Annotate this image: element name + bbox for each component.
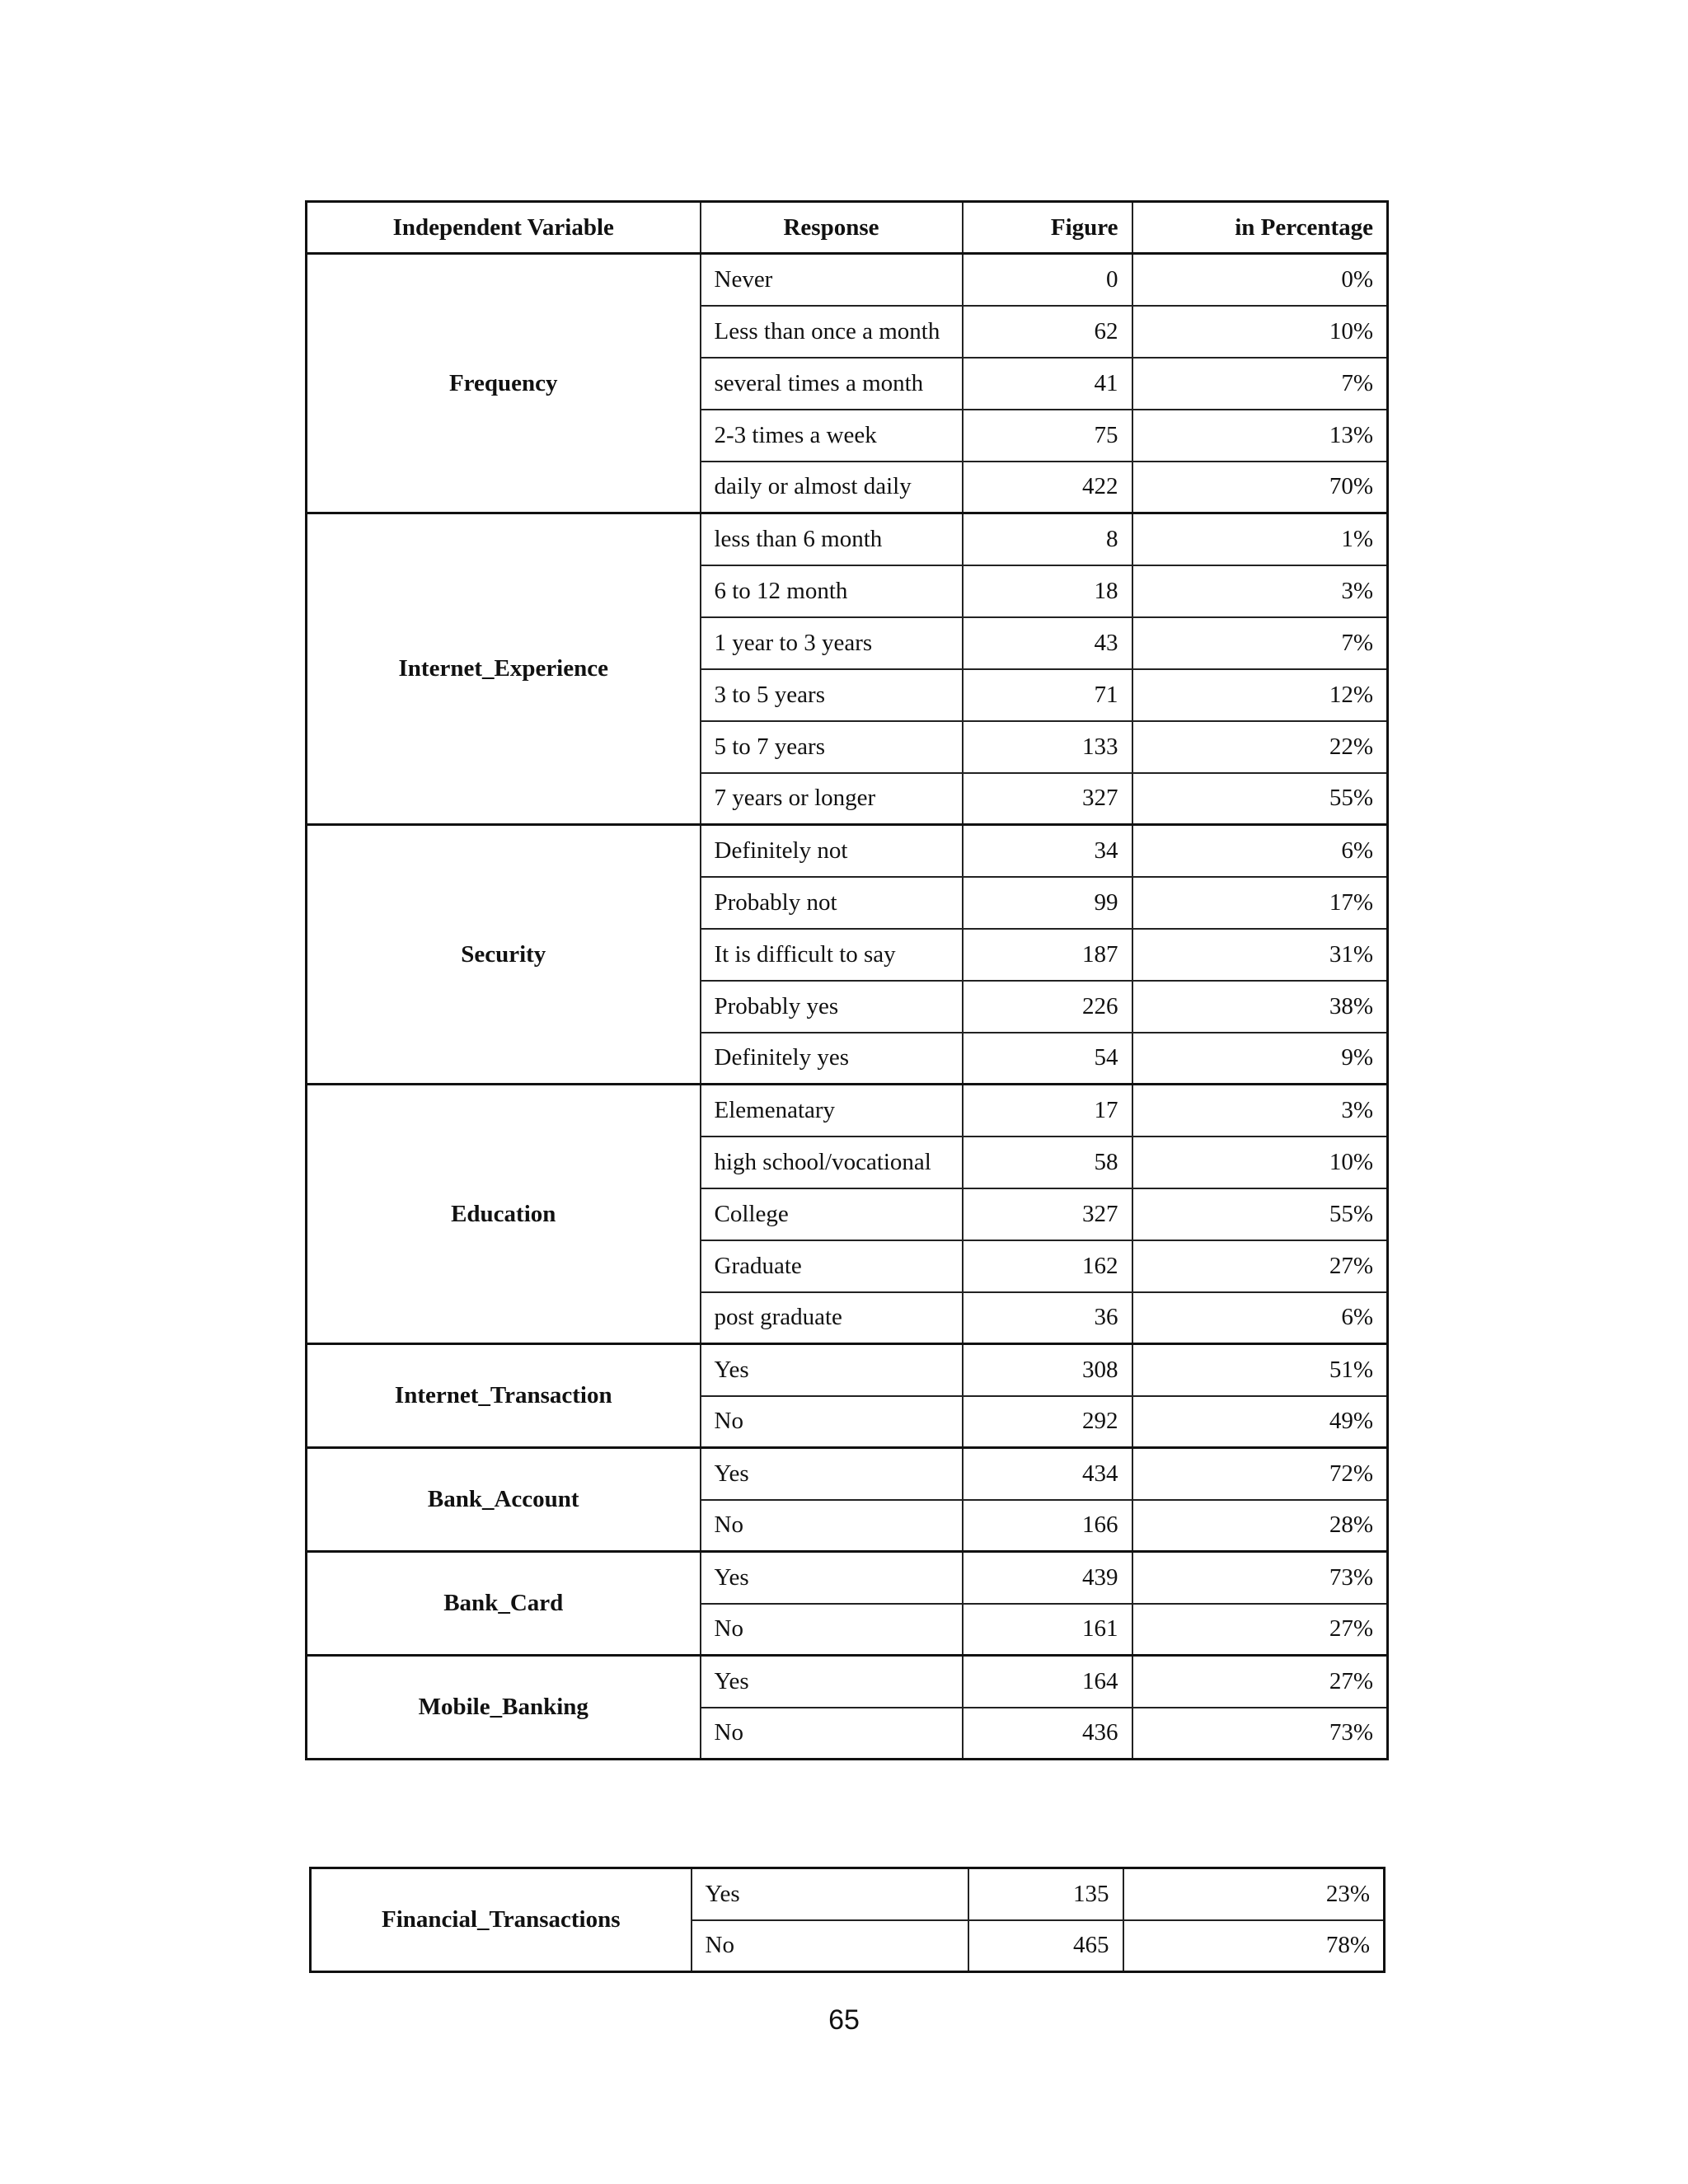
percentage-cell: 6% xyxy=(1132,1292,1388,1344)
percentage-cell: 6% xyxy=(1132,825,1388,877)
table-row xyxy=(307,1085,1388,1137)
percentage-cell: 70% xyxy=(1132,462,1388,513)
response-cell: It is difficult to say xyxy=(701,929,963,981)
percentage-cell: 12% xyxy=(1132,669,1388,721)
response-cell: Definitely not xyxy=(701,825,963,877)
header-figure: Figure xyxy=(963,202,1132,254)
figure-cell: 41 xyxy=(963,358,1132,410)
figure-cell: 327 xyxy=(963,773,1132,825)
percentage-cell: 10% xyxy=(1132,306,1388,358)
figure-cell: 308 xyxy=(963,1344,1132,1396)
response-cell: 1 year to 3 years xyxy=(701,617,963,669)
response-cell: No xyxy=(701,1604,963,1656)
response-cell: Yes xyxy=(701,1448,963,1500)
header-response: Response xyxy=(701,202,963,254)
figure-cell: 439 xyxy=(963,1552,1132,1604)
figure-cell: 17 xyxy=(963,1085,1132,1137)
response-cell: Probably yes xyxy=(701,981,963,1033)
table-row xyxy=(307,1656,1388,1708)
figure-cell: 166 xyxy=(963,1500,1132,1552)
response-cell: daily or almost daily xyxy=(701,462,963,513)
response-cell: Less than once a month xyxy=(701,306,963,358)
figure-cell: 18 xyxy=(963,565,1132,617)
variable-name: Frequency xyxy=(307,254,701,513)
percentage-cell: 55% xyxy=(1132,1188,1388,1240)
figure-cell: 162 xyxy=(963,1240,1132,1292)
percentage-cell: 3% xyxy=(1132,1085,1388,1137)
percentage-cell: 73% xyxy=(1132,1552,1388,1604)
response-cell: No xyxy=(692,1920,968,1972)
figure-cell: 58 xyxy=(963,1137,1132,1188)
figure-cell: 465 xyxy=(968,1920,1123,1972)
percentage-cell: 38% xyxy=(1132,981,1388,1033)
figure-cell: 99 xyxy=(963,877,1132,929)
figure-cell: 75 xyxy=(963,410,1132,462)
table-row xyxy=(307,825,1388,877)
response-cell: 3 to 5 years xyxy=(701,669,963,721)
figure-cell: 133 xyxy=(963,721,1132,773)
response-cell: Yes xyxy=(701,1656,963,1708)
response-cell: No xyxy=(701,1396,963,1448)
financial-transactions-table xyxy=(309,1867,1386,1973)
variable-name: Bank_Account xyxy=(307,1448,701,1552)
percentage-cell: 3% xyxy=(1132,565,1388,617)
figure-cell: 54 xyxy=(963,1033,1132,1085)
response-cell: Yes xyxy=(692,1868,968,1920)
variable-name: Internet_Transaction xyxy=(307,1344,701,1448)
percentage-cell: 72% xyxy=(1132,1448,1388,1500)
response-cell: Never xyxy=(701,254,963,306)
survey-table xyxy=(305,200,1389,1760)
percentage-cell: 10% xyxy=(1132,1137,1388,1188)
response-cell: high school/vocational xyxy=(701,1137,963,1188)
percentage-cell: 13% xyxy=(1132,410,1388,462)
variable-name: Financial_Transactions xyxy=(311,1868,692,1972)
figure-cell: 36 xyxy=(963,1292,1132,1344)
percentage-cell: 9% xyxy=(1132,1033,1388,1085)
response-cell: No xyxy=(701,1708,963,1760)
response-cell: Definitely yes xyxy=(701,1033,963,1085)
response-cell: post graduate xyxy=(701,1292,963,1344)
percentage-cell: 7% xyxy=(1132,358,1388,410)
response-cell: Probably not xyxy=(701,877,963,929)
figure-cell: 135 xyxy=(968,1868,1123,1920)
figure-cell: 226 xyxy=(963,981,1132,1033)
figure-cell: 34 xyxy=(963,825,1132,877)
figure-cell: 164 xyxy=(963,1656,1132,1708)
table-row xyxy=(307,1344,1388,1396)
percentage-cell: 7% xyxy=(1132,617,1388,669)
percentage-cell: 23% xyxy=(1123,1868,1385,1920)
variable-name: Mobile_Banking xyxy=(307,1656,701,1760)
table-row xyxy=(307,513,1388,565)
response-cell: Yes xyxy=(701,1552,963,1604)
table-row xyxy=(307,254,1388,306)
figure-cell: 62 xyxy=(963,306,1132,358)
percentage-cell: 1% xyxy=(1132,513,1388,565)
percentage-cell: 17% xyxy=(1132,877,1388,929)
response-cell: Graduate xyxy=(701,1240,963,1292)
figure-cell: 422 xyxy=(963,462,1132,513)
percentage-cell: 73% xyxy=(1132,1708,1388,1760)
header-percentage: in Percentage xyxy=(1132,202,1388,254)
percentage-cell: 27% xyxy=(1132,1604,1388,1656)
response-cell: 2-3 times a week xyxy=(701,410,963,462)
response-cell: No xyxy=(701,1500,963,1552)
variable-name: Bank_Card xyxy=(307,1552,701,1656)
percentage-cell: 55% xyxy=(1132,773,1388,825)
figure-cell: 187 xyxy=(963,929,1132,981)
percentage-cell: 27% xyxy=(1132,1656,1388,1708)
figure-cell: 161 xyxy=(963,1604,1132,1656)
response-cell: 5 to 7 years xyxy=(701,721,963,773)
percentage-cell: 28% xyxy=(1132,1500,1388,1552)
response-cell: Yes xyxy=(701,1344,963,1396)
response-cell: Elemenatary xyxy=(701,1085,963,1137)
figure-cell: 434 xyxy=(963,1448,1132,1500)
table-row xyxy=(307,1552,1388,1604)
response-cell: 7 years or longer xyxy=(701,773,963,825)
table-row xyxy=(307,1448,1388,1500)
header-variable: Independent Variable xyxy=(307,202,701,254)
figure-cell: 292 xyxy=(963,1396,1132,1448)
table-body xyxy=(307,254,1388,1760)
percentage-cell: 78% xyxy=(1123,1920,1385,1972)
figure-cell: 43 xyxy=(963,617,1132,669)
response-cell: several times a month xyxy=(701,358,963,410)
figure-cell: 436 xyxy=(963,1708,1132,1760)
response-cell: 6 to 12 month xyxy=(701,565,963,617)
figure-cell: 0 xyxy=(963,254,1132,306)
figure-cell: 327 xyxy=(963,1188,1132,1240)
table-header-row xyxy=(307,202,1388,254)
percentage-cell: 22% xyxy=(1132,721,1388,773)
figure-cell: 8 xyxy=(963,513,1132,565)
variable-name: Internet_Experience xyxy=(307,513,701,825)
percentage-cell: 51% xyxy=(1132,1344,1388,1396)
variable-name: Education xyxy=(307,1085,701,1344)
percentage-cell: 31% xyxy=(1132,929,1388,981)
table-row xyxy=(311,1868,1385,1920)
variable-name: Security xyxy=(307,825,701,1085)
percentage-cell: 49% xyxy=(1132,1396,1388,1448)
page-number: 65 xyxy=(828,2004,860,2036)
response-cell: less than 6 month xyxy=(701,513,963,565)
figure-cell: 71 xyxy=(963,669,1132,721)
percentage-cell: 27% xyxy=(1132,1240,1388,1292)
percentage-cell: 0% xyxy=(1132,254,1388,306)
response-cell: College xyxy=(701,1188,963,1240)
